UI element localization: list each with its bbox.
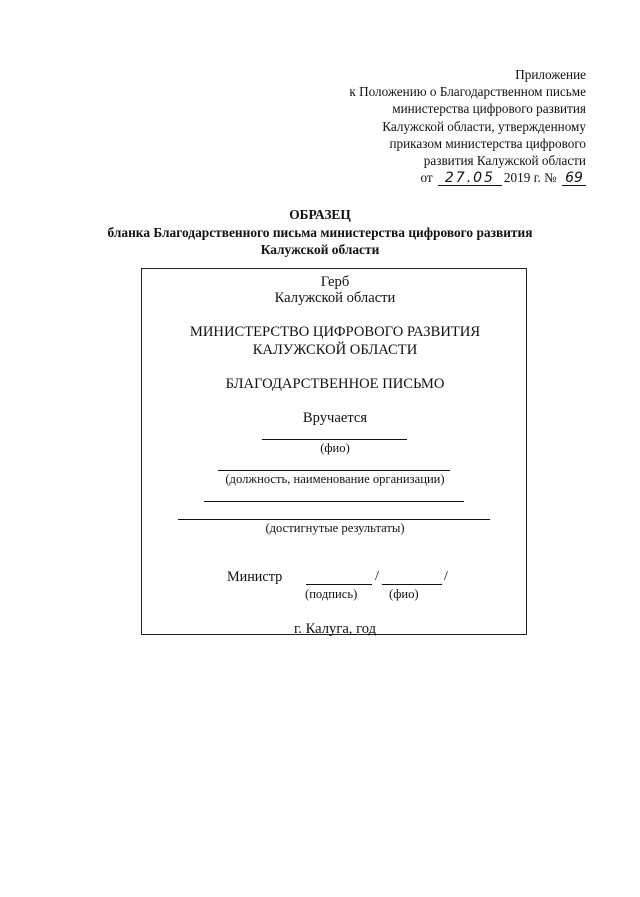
appendix-line: Приложение bbox=[515, 67, 586, 82]
appendix-note bbox=[349, 66, 586, 186]
results-caption: (достигнутые результаты) bbox=[265, 521, 405, 535]
signature-separator: / bbox=[375, 569, 379, 584]
appendix-line: министерства цифрового развития bbox=[392, 101, 586, 117]
heading-subtitle: бланка Благодарственного письма министерства цифрового развития bbox=[107, 224, 533, 240]
appendix-line: к Положению о Благодарственном письме bbox=[349, 84, 586, 100]
emblem-placeholder: Герб bbox=[320, 274, 350, 290]
emblem-placeholder-region: Калужской области bbox=[274, 290, 396, 306]
document-heading bbox=[0, 206, 640, 259]
fio-line bbox=[262, 439, 407, 440]
position-caption: (должность, наименование организации) bbox=[225, 472, 445, 486]
signature-fio-caption: (фио) bbox=[389, 587, 419, 601]
order-date-handwritten: 27.05 bbox=[438, 171, 502, 186]
signature-line bbox=[306, 584, 372, 585]
letter-blank-frame bbox=[141, 268, 527, 635]
minister-label: Министр bbox=[227, 569, 283, 585]
appendix-line: развития Калужской области bbox=[423, 153, 586, 169]
document-type-title: БЛАГОДАРСТВЕННОЕ ПИСЬМО bbox=[225, 376, 445, 392]
awarded-label: Вручается bbox=[302, 410, 368, 426]
order-number-handwritten: 69 bbox=[562, 171, 586, 186]
place-and-year: г. Калуга, год bbox=[293, 621, 377, 637]
results-line bbox=[178, 519, 490, 520]
position-line bbox=[218, 470, 450, 471]
signature-separator-end: / bbox=[444, 569, 448, 584]
ministry-name: МИНИСТЕРСТВО ЦИФРОВОГО РАЗВИТИЯ bbox=[189, 324, 481, 340]
heading-subtitle-cont: Калужской области bbox=[260, 242, 380, 257]
order-prefix: от bbox=[420, 170, 433, 186]
signature-fio-line bbox=[382, 584, 442, 585]
order-year: 2019 г. № bbox=[503, 170, 557, 186]
ministry-name-region: КАЛУЖСКОЙ ОБЛАСТИ bbox=[252, 342, 418, 358]
heading-title: ОБРАЗЕЦ bbox=[289, 207, 351, 222]
fio-caption: (фио) bbox=[320, 441, 350, 455]
appendix-line: приказом министерства цифрового bbox=[389, 135, 586, 151]
signature-caption: (подпись) bbox=[305, 587, 358, 601]
appendix-line: Калужской области, утвержденному bbox=[382, 118, 586, 134]
extra-line bbox=[204, 501, 464, 502]
order-line bbox=[349, 169, 586, 186]
